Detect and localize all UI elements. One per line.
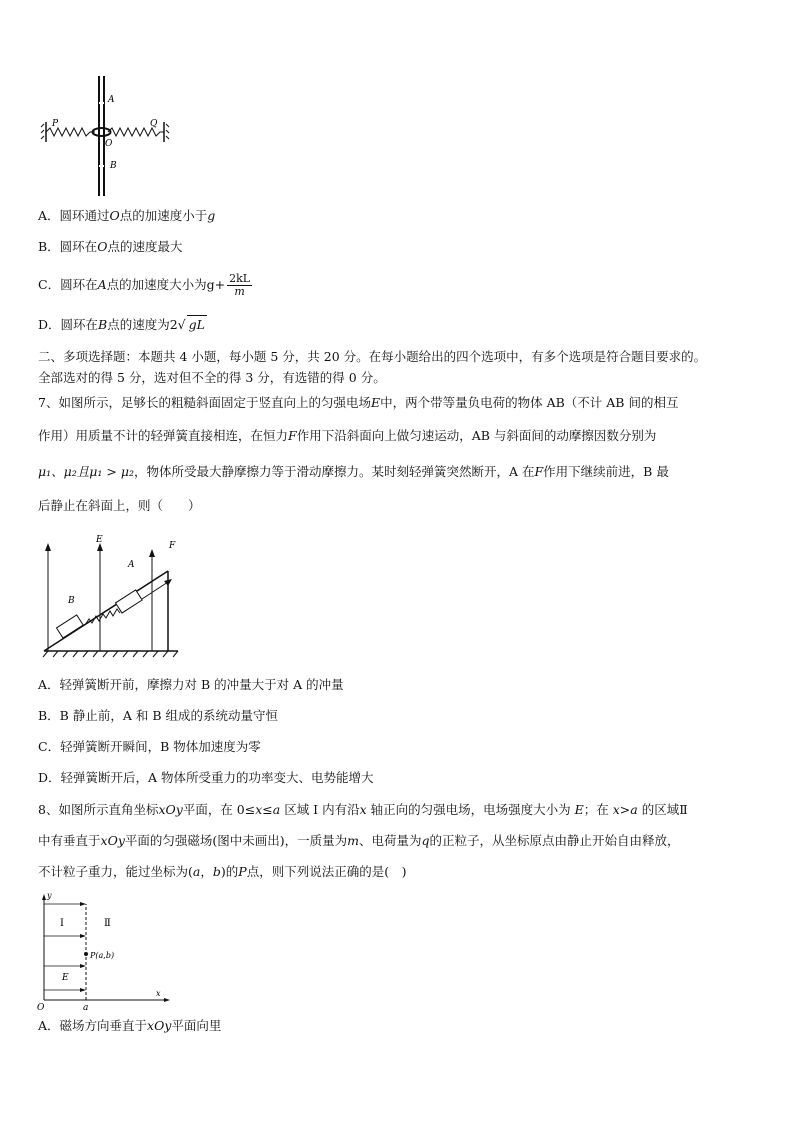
coord-label-y: y <box>47 891 52 900</box>
section2-line1: 二、多项选择题：本题共 4 小题，每小题 5 分，共 20 分。在每小题给出的四个选项中，有多个选项是符合题目要求的。 <box>38 349 707 364</box>
q6-option-d: D．圆环在B点的速度为2√ gL <box>38 317 205 332</box>
q7-option-c: C．轻弹簧断开瞬间，B 物体加速度为零 <box>38 739 261 754</box>
q7-line1: 7、如图所示，足够长的粗糙斜面固定于竖直向上的匀强电场E中，两个带等量负电荷的物体 AB（不计 AB 间的相互 <box>38 395 679 410</box>
ring-label-P: P <box>52 119 59 129</box>
ring-spring-figure <box>40 74 170 198</box>
q6-option-a: A．圆环通过O点的加速度小于g <box>38 208 216 223</box>
ring-label-Q: Q <box>150 119 158 129</box>
q7-option-b: B．B 静止前，A 和 B 组成的系统动量守恒 <box>38 708 278 723</box>
incline-label-F: F <box>169 541 176 551</box>
coord-label-a: a <box>83 1003 89 1012</box>
incline-label-A: A <box>128 560 135 570</box>
ring-label-O: O <box>105 139 113 149</box>
q6-option-b: B．圆环在O点的速度最大 <box>38 239 183 254</box>
point-label-P: P(a,b) <box>90 951 115 960</box>
q7-line2: 作用）用质量不计的轻弹簧直接相连，在恒力F作用下沿斜面向上做匀速运动，AB 与斜面间的动摩擦因数分别为 <box>38 428 657 443</box>
section2-line2: 全部选对的得 5 分，选对但不全的得 3 分，有选错的得 0 分。 <box>38 370 386 385</box>
q7-option-d: D．轻弹簧断开后，A 物体所受重力的功率变大、电势能增大 <box>38 770 374 785</box>
fraction-2kl-m: $\frac{2kL}{m}$ <box>229 272 251 298</box>
coord-label-x: x <box>156 989 161 998</box>
region-label-I: Ⅰ <box>60 918 64 929</box>
incline-label-B: B <box>68 596 75 606</box>
q7-line3: μ₁、μ₂且μ₁ > μ₂，物体所受最大静摩擦力等于滑动摩擦力。某时刻轻弹簧突然断开，A 在F作用下继续前进，B 最 <box>38 464 669 479</box>
q8-line3: 不计粒子重力，能过坐标为(a，b)的P点，则下列说法正确的是( ) <box>38 864 407 879</box>
region-label-II: Ⅱ <box>104 918 111 929</box>
q7-option-a: A．轻弹簧断开前，摩擦力对 B 的冲量大于对 A 的冲量 <box>38 677 344 692</box>
coord-label-O: O <box>37 1003 45 1012</box>
q6-option-c: C．圆环在A点的加速度大小为g+ $\frac{2kL}{m}$ <box>38 272 251 298</box>
q8-option-a: A．磁场方向垂直于xOy平面向里 <box>38 1018 222 1033</box>
sqrt-sign-icon: √ <box>177 317 186 332</box>
field-label-E: E <box>62 973 69 983</box>
incline-figure <box>38 533 188 661</box>
q7-line4: 后静止在斜面上，则（ ） <box>38 498 201 513</box>
incline-label-E: E <box>96 535 103 545</box>
ring-label-A: A <box>108 95 115 105</box>
q8-line2: 中有垂直于xOy平面的匀强磁场(图中未画出)，一质量为m、电荷量为q的正粒子，从坐标原点由静止开始自由释放， <box>38 833 680 848</box>
coordinate-figure <box>34 890 174 1012</box>
ring-label-B: B <box>110 161 117 171</box>
q8-line1: 8、如图所示直角坐标xOy平面，在 0≤x≤a 区域 Ⅰ 内有沿x 轴正向的匀强电场，电场强度大小为 E；在 x>a 的区域Ⅱ <box>38 802 688 817</box>
